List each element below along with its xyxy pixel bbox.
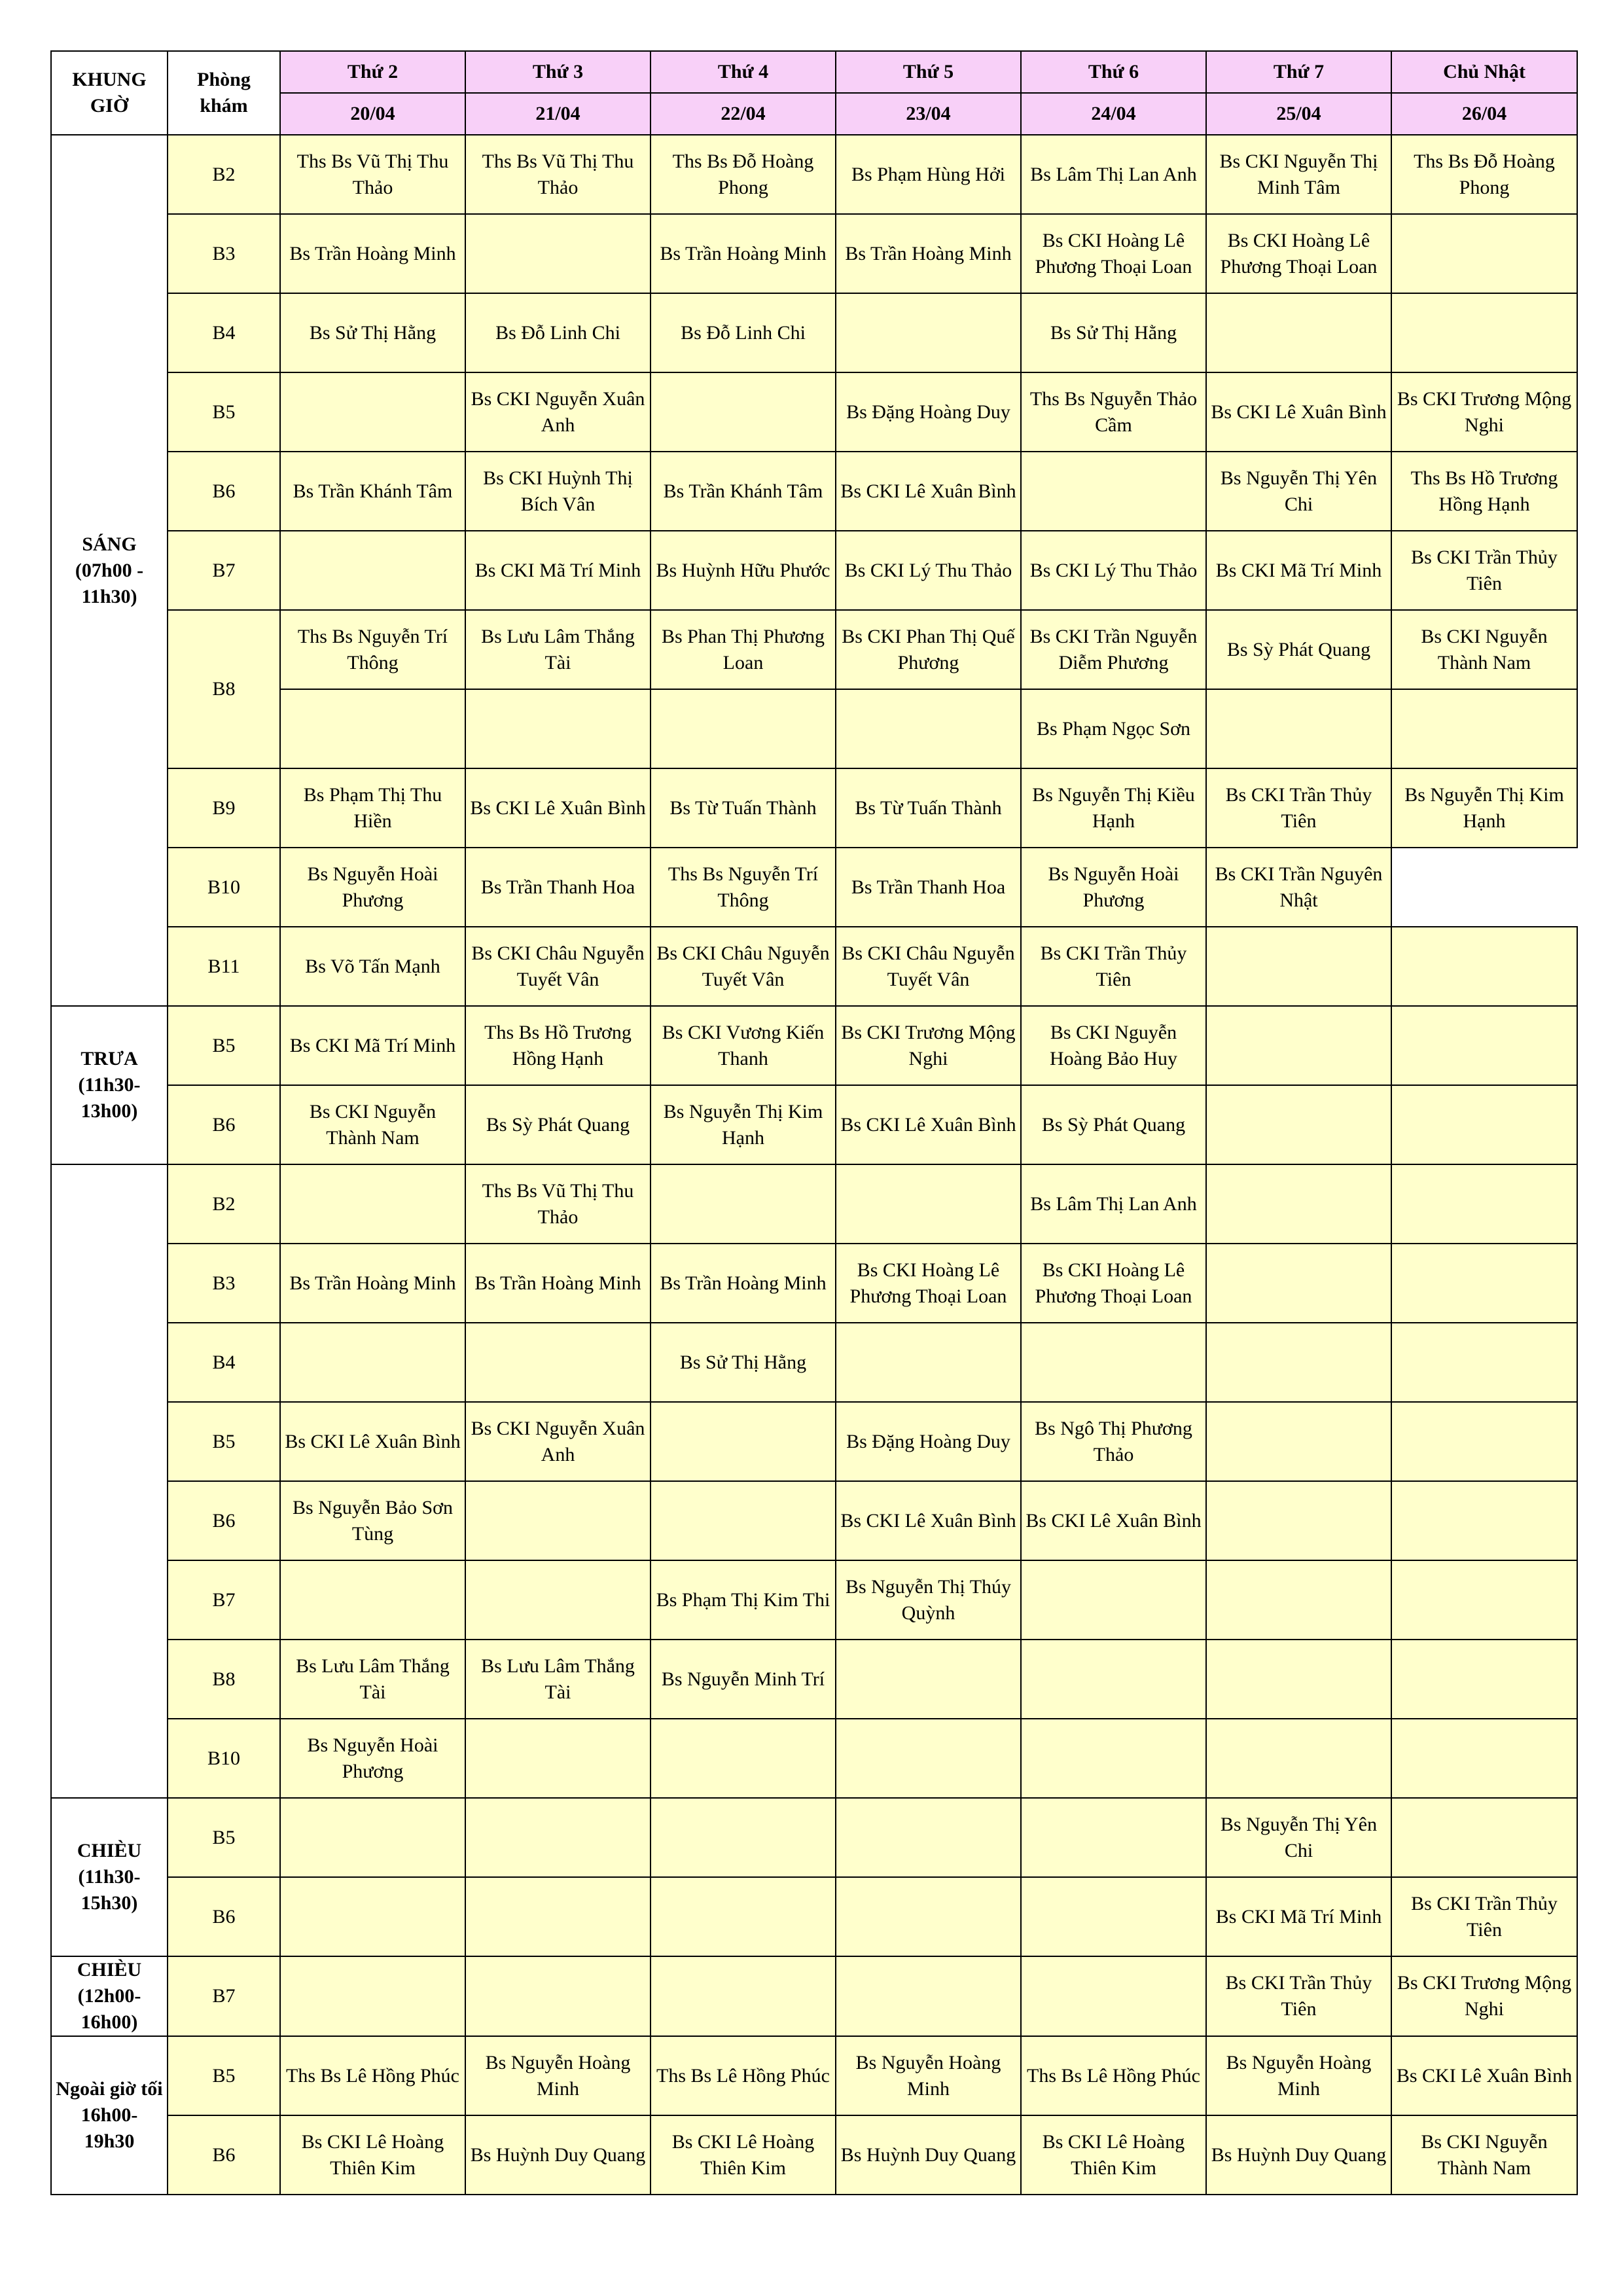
doctor-cell <box>1206 1085 1391 1164</box>
doctor-cell: Bs CKI Hoàng Lê Phương Thoại Loan <box>1021 1244 1206 1323</box>
doctor-cell: Bs Nguyễn Thị Thúy Quỳnh <box>836 1560 1021 1640</box>
doctor-cell <box>1391 927 1577 1006</box>
doctor-cell: Bs Trần Thanh Hoa <box>465 848 651 927</box>
doctor-cell: Ths Bs Lê Hồng Phúc <box>280 2036 465 2115</box>
day-date-header: 24/04 <box>1021 93 1206 135</box>
doctor-cell: Bs Sử Thị Hằng <box>651 1323 836 1402</box>
doctor-cell: Bs Đặng Hoàng Duy <box>836 372 1021 452</box>
table-row <box>51 1560 1577 1640</box>
day-date-header: 25/04 <box>1206 93 1391 135</box>
doctor-cell: Ths Bs Hồ Trương Hồng Hạnh <box>1391 452 1577 531</box>
room-label: B6 <box>168 1877 280 1956</box>
doctor-cell: Ths Bs Lê Hồng Phúc <box>1021 2036 1206 2115</box>
doctor-cell <box>651 1719 836 1798</box>
doctor-cell: Bs CKI Châu Nguyễn Tuyết Vân <box>465 927 651 1006</box>
doctor-cell <box>836 293 1021 372</box>
doctor-cell <box>1206 1560 1391 1640</box>
doctor-cell <box>280 1956 465 2036</box>
doctor-cell <box>1021 452 1206 531</box>
table-row <box>51 610 1577 689</box>
doctor-cell: Bs CKI Lê Hoàng Thiên Kim <box>1021 2115 1206 2195</box>
doctor-cell: Bs CKI Lê Xuân Bình <box>1391 2036 1577 2115</box>
doctor-cell: Bs CKI Nguyễn Xuân Anh <box>465 1402 651 1481</box>
doctor-cell <box>1206 689 1391 768</box>
time-slot-label: Ngoài giờ tối 16h00- 19h30 <box>51 2036 168 2195</box>
doctor-cell <box>836 1719 1021 1798</box>
doctor-cell: Bs Sỳ Phát Quang <box>465 1085 651 1164</box>
table-row <box>51 531 1577 610</box>
doctor-cell: Bs CKI Mã Trí Minh <box>465 531 651 610</box>
doctor-cell: Bs CKI Phan Thị Quế Phương <box>836 610 1021 689</box>
doctor-cell: Bs CKI Nguyễn Hoàng Bảo Huy <box>1021 1006 1206 1085</box>
doctor-cell <box>1391 1481 1577 1560</box>
doctor-cell <box>1206 293 1391 372</box>
time-slot-label: TRƯA (11h30- 13h00) <box>51 1006 168 1164</box>
doctor-cell: Bs CKI Trương Mộng Nghi <box>1391 1956 1577 2036</box>
doctor-cell <box>1391 848 1577 927</box>
doctor-cell: Ths Bs Lê Hồng Phúc <box>651 2036 836 2115</box>
doctor-cell <box>1391 689 1577 768</box>
table-row <box>51 1085 1577 1164</box>
doctor-cell: Bs CKI Lê Xuân Bình <box>465 768 651 848</box>
doctor-cell: Bs CKI Trương Mộng Nghi <box>1391 372 1577 452</box>
doctor-cell: Bs Huỳnh Hữu Phước <box>651 531 836 610</box>
room-label: B10 <box>168 1719 280 1798</box>
day-date-header: 22/04 <box>651 93 836 135</box>
room-label: B6 <box>168 2115 280 2195</box>
table-row <box>51 1402 1577 1481</box>
doctor-cell: Bs Nguyễn Hoàng Minh <box>836 2036 1021 2115</box>
room-label: B3 <box>168 1244 280 1323</box>
doctor-cell <box>1206 1323 1391 1402</box>
doctor-cell: Bs CKI Lê Xuân Bình <box>1206 372 1391 452</box>
doctor-cell <box>280 531 465 610</box>
room-label: B7 <box>168 531 280 610</box>
doctor-cell: Ths Bs Vũ Thị Thu Thảo <box>465 1164 651 1244</box>
room-label: B5 <box>168 2036 280 2115</box>
doctor-cell <box>1021 1719 1206 1798</box>
room-label: B3 <box>168 214 280 293</box>
doctor-cell: Bs CKI Nguyễn Thành Nam <box>280 1085 465 1164</box>
room-label: B4 <box>168 1323 280 1402</box>
table-row <box>51 689 1577 768</box>
day-date-header: 21/04 <box>465 93 651 135</box>
room-label: B9 <box>168 768 280 848</box>
doctor-cell: Bs CKI Nguyễn Thành Nam <box>1391 610 1577 689</box>
doctor-cell: Bs Nguyễn Hoài Phương <box>280 1719 465 1798</box>
day-name-header: Thứ 6 <box>1021 51 1206 93</box>
doctor-cell <box>1021 1956 1206 2036</box>
doctor-cell: Bs CKI Trần Nguyên Nhật <box>1206 848 1391 927</box>
doctor-cell: Bs Nguyễn Hoàng Minh <box>1206 2036 1391 2115</box>
doctor-cell: Bs Lưu Lâm Thắng Tài <box>465 1640 651 1719</box>
room-label: B2 <box>168 135 280 214</box>
doctor-cell: Bs Huỳnh Duy Quang <box>1206 2115 1391 2195</box>
doctor-cell: Bs Phạm Hùng Hởi <box>836 135 1021 214</box>
schedule-body <box>51 135 1577 2195</box>
doctor-cell: Bs CKI Trần Thủy Tiên <box>1021 927 1206 1006</box>
doctor-cell <box>1206 1006 1391 1085</box>
doctor-cell: Bs Sử Thị Hằng <box>1021 293 1206 372</box>
room-label: B5 <box>168 1402 280 1481</box>
doctor-cell: Bs Sỳ Phát Quang <box>1206 610 1391 689</box>
time-slot-label: CHIÈU (12h00- 16h00) <box>51 1956 168 2036</box>
doctor-cell: Bs Đỗ Linh Chi <box>465 293 651 372</box>
doctor-cell <box>465 214 651 293</box>
doctor-cell <box>651 1402 836 1481</box>
doctor-cell <box>280 1798 465 1877</box>
day-name-header: Thứ 5 <box>836 51 1021 93</box>
doctor-cell <box>1391 1560 1577 1640</box>
doctor-cell: Bs CKI Trương Mộng Nghi <box>836 1006 1021 1085</box>
doctor-cell: Bs Phạm Thị Kim Thi <box>651 1560 836 1640</box>
doctor-cell <box>465 1719 651 1798</box>
doctor-cell <box>836 1798 1021 1877</box>
room-label: B5 <box>168 1798 280 1877</box>
doctor-cell: Bs CKI Vương Kiến Thanh <box>651 1006 836 1085</box>
doctor-cell: Bs CKI Hoàng Lê Phương Thoại Loan <box>1021 214 1206 293</box>
doctor-cell <box>1391 1085 1577 1164</box>
doctor-cell: Bs CKI Mã Trí Minh <box>1206 1877 1391 1956</box>
doctor-cell: Ths Bs Đỗ Hoàng Phong <box>651 135 836 214</box>
table-row <box>51 2036 1577 2115</box>
doctor-cell: Bs CKI Trần Thủy Tiên <box>1206 768 1391 848</box>
doctor-cell <box>836 1956 1021 2036</box>
doctor-cell <box>1391 214 1577 293</box>
table-row <box>51 1164 1577 1244</box>
doctor-cell: Bs Nguyễn Thị Yên Chi <box>1206 452 1391 531</box>
room-label: B8 <box>168 1640 280 1719</box>
table-row <box>51 1323 1577 1402</box>
doctor-cell: Ths Bs Hồ Trương Hồng Hạnh <box>465 1006 651 1085</box>
table-row <box>51 135 1577 214</box>
table-row <box>51 768 1577 848</box>
doctor-cell: Bs Từ Tuấn Thành <box>651 768 836 848</box>
room-label: B2 <box>168 1164 280 1244</box>
time-slot-label: SÁNG (07h00 - 11h30) <box>51 135 168 1006</box>
room-label: B5 <box>168 372 280 452</box>
doctor-cell: Bs Nguyễn Thị Kim Hạnh <box>651 1085 836 1164</box>
doctor-cell <box>651 1877 836 1956</box>
day-date-header: 23/04 <box>836 93 1021 135</box>
room-label: B4 <box>168 293 280 372</box>
doctor-cell: Bs Trần Hoàng Minh <box>280 214 465 293</box>
doctor-cell: Bs Nguyễn Thị Kiều Hạnh <box>1021 768 1206 848</box>
table-row <box>51 1877 1577 1956</box>
doctor-cell <box>836 1640 1021 1719</box>
doctor-cell: Bs CKI Lê Xuân Bình <box>836 452 1021 531</box>
doctor-schedule-table <box>50 50 1578 2195</box>
doctor-cell: Bs Huỳnh Duy Quang <box>836 2115 1021 2195</box>
doctor-cell <box>836 689 1021 768</box>
day-date-header: 20/04 <box>280 93 465 135</box>
doctor-cell: Bs Nguyễn Hoài Phương <box>1021 848 1206 927</box>
doctor-cell <box>836 1877 1021 1956</box>
doctor-cell <box>280 1560 465 1640</box>
doctor-cell: Bs Sỳ Phát Quang <box>1021 1085 1206 1164</box>
doctor-cell: Bs Trần Khánh Tâm <box>651 452 836 531</box>
doctor-cell <box>280 372 465 452</box>
slot-header: KHUNG GIỜ <box>51 51 168 135</box>
doctor-cell <box>1021 1798 1206 1877</box>
room-label: B6 <box>168 1481 280 1560</box>
doctor-cell: Bs CKI Lê Xuân Bình <box>836 1085 1021 1164</box>
day-name-header: Chủ Nhật <box>1391 51 1577 93</box>
doctor-cell <box>651 1481 836 1560</box>
doctor-cell: Bs CKI Huỳnh Thị Bích Vân <box>465 452 651 531</box>
doctor-cell: Bs CKI Mã Trí Minh <box>280 1006 465 1085</box>
doctor-cell <box>465 1323 651 1402</box>
doctor-cell <box>465 1956 651 2036</box>
doctor-cell: Bs CKI Mã Trí Minh <box>1206 531 1391 610</box>
doctor-cell: Bs Lâm Thị Lan Anh <box>1021 135 1206 214</box>
day-name-header: Thứ 7 <box>1206 51 1391 93</box>
doctor-cell <box>1391 293 1577 372</box>
doctor-cell <box>1206 1402 1391 1481</box>
doctor-cell: Ths Bs Nguyễn Thảo Cầm <box>1021 372 1206 452</box>
doctor-cell: Bs CKI Lê Xuân Bình <box>1021 1481 1206 1560</box>
doctor-cell <box>465 689 651 768</box>
doctor-cell <box>1206 1164 1391 1244</box>
doctor-cell: Bs CKI Nguyễn Thị Minh Tâm <box>1206 135 1391 214</box>
table-row <box>51 1244 1577 1323</box>
time-slot-label: CHIÈU (11h30- 15h30) <box>51 1798 168 1956</box>
room-label: B11 <box>168 927 280 1006</box>
table-row <box>51 1006 1577 1085</box>
doctor-cell: Bs CKI Châu Nguyễn Tuyết Vân <box>651 927 836 1006</box>
doctor-cell: Bs Trần Hoàng Minh <box>651 1244 836 1323</box>
doctor-cell <box>1206 1481 1391 1560</box>
table-row <box>51 1481 1577 1560</box>
doctor-cell <box>651 1164 836 1244</box>
doctor-cell: Bs CKI Nguyễn Xuân Anh <box>465 372 651 452</box>
doctor-cell: Bs CKI Lê Hoàng Thiên Kim <box>651 2115 836 2195</box>
doctor-cell <box>1021 1640 1206 1719</box>
doctor-cell <box>1021 1877 1206 1956</box>
doctor-cell <box>280 1877 465 1956</box>
doctor-cell <box>836 1323 1021 1402</box>
doctor-cell: Bs Trần Hoàng Minh <box>836 214 1021 293</box>
doctor-cell <box>651 372 836 452</box>
schedule-sheet <box>50 50 1578 2195</box>
day-date-header: 26/04 <box>1391 93 1577 135</box>
doctor-cell <box>1206 1719 1391 1798</box>
doctor-cell: Ths Bs Vũ Thị Thu Thảo <box>280 135 465 214</box>
doctor-cell: Bs CKI Lê Hoàng Thiên Kim <box>280 2115 465 2195</box>
doctor-cell: Bs CKI Trần Nguyễn Diễm Phương <box>1021 610 1206 689</box>
table-row <box>51 1640 1577 1719</box>
table-row <box>51 1798 1577 1877</box>
day-name-header: Thứ 4 <box>651 51 836 93</box>
doctor-cell <box>280 689 465 768</box>
doctor-cell: Bs Nguyễn Thị Yên Chi <box>1206 1798 1391 1877</box>
table-row <box>51 1719 1577 1798</box>
doctor-cell <box>1391 1640 1577 1719</box>
table-row <box>51 372 1577 452</box>
doctor-cell <box>836 1164 1021 1244</box>
doctor-cell <box>465 1798 651 1877</box>
doctor-cell: Bs Phạm Ngọc Sơn <box>1021 689 1206 768</box>
day-name-header: Thứ 2 <box>280 51 465 93</box>
doctor-cell <box>1391 1798 1577 1877</box>
doctor-cell: Bs CKI Trần Thủy Tiên <box>1391 531 1577 610</box>
room-label: B8 <box>168 610 280 768</box>
doctor-cell: Bs Nguyễn Hoàng Minh <box>465 2036 651 2115</box>
doctor-cell: Bs CKI Lý Thu Thảo <box>1021 531 1206 610</box>
doctor-cell <box>1391 1006 1577 1085</box>
doctor-cell <box>1206 927 1391 1006</box>
doctor-cell: Bs Huỳnh Duy Quang <box>465 2115 651 2195</box>
doctor-cell: Bs Lưu Lâm Thắng Tài <box>280 1640 465 1719</box>
doctor-cell: Bs Nguyễn Bảo Sơn Tùng <box>280 1481 465 1560</box>
table-row <box>51 452 1577 531</box>
doctor-cell: Bs Trần Hoàng Minh <box>651 214 836 293</box>
doctor-cell <box>280 1323 465 1402</box>
doctor-cell: Bs Trần Hoàng Minh <box>280 1244 465 1323</box>
room-label: B6 <box>168 1085 280 1164</box>
doctor-cell: Ths Bs Nguyễn Trí Thông <box>651 848 836 927</box>
doctor-cell: Bs Sử Thị Hằng <box>280 293 465 372</box>
doctor-cell: Bs Trần Thanh Hoa <box>836 848 1021 927</box>
doctor-cell: Bs Võ Tấn Mạnh <box>280 927 465 1006</box>
doctor-cell: Bs Đỗ Linh Chi <box>651 293 836 372</box>
doctor-cell: Bs CKI Lê Xuân Bình <box>836 1481 1021 1560</box>
doctor-cell: Bs Trần Hoàng Minh <box>465 1244 651 1323</box>
doctor-cell: Bs CKI Lý Thu Thảo <box>836 531 1021 610</box>
table-row <box>51 214 1577 293</box>
table-row <box>51 293 1577 372</box>
doctor-cell: Bs Nguyễn Hoài Phương <box>280 848 465 927</box>
doctor-cell <box>465 1560 651 1640</box>
doctor-cell: Ths Bs Nguyễn Trí Thông <box>280 610 465 689</box>
room-label: B5 <box>168 1006 280 1085</box>
doctor-cell: Ths Bs Vũ Thị Thu Thảo <box>465 135 651 214</box>
table-row <box>51 848 1577 927</box>
doctor-cell <box>1391 1244 1577 1323</box>
table-row <box>51 2115 1577 2195</box>
doctor-cell: Bs CKI Trần Thủy Tiên <box>1391 1877 1577 1956</box>
doctor-cell <box>1021 1560 1206 1640</box>
doctor-cell: Bs CKI Châu Nguyễn Tuyết Vân <box>836 927 1021 1006</box>
doctor-cell: Bs CKI Lê Xuân Bình <box>280 1402 465 1481</box>
doctor-cell <box>1206 1244 1391 1323</box>
doctor-cell: Bs Lưu Lâm Thắng Tài <box>465 610 651 689</box>
doctor-cell: Ths Bs Đỗ Hoàng Phong <box>1391 135 1577 214</box>
room-label: B7 <box>168 1560 280 1640</box>
doctor-cell: Bs Đặng Hoàng Duy <box>836 1402 1021 1481</box>
doctor-cell <box>651 1956 836 2036</box>
doctor-cell <box>465 1877 651 1956</box>
doctor-cell: Bs CKI Hoàng Lê Phương Thoại Loan <box>836 1244 1021 1323</box>
doctor-cell: Bs Trần Khánh Tâm <box>280 452 465 531</box>
room-label: B7 <box>168 1956 280 2036</box>
doctor-cell <box>1391 1164 1577 1244</box>
doctor-cell <box>651 1798 836 1877</box>
doctor-cell <box>1391 1323 1577 1402</box>
doctor-cell: Bs CKI Nguyễn Thành Nam <box>1391 2115 1577 2195</box>
table-row <box>51 927 1577 1006</box>
doctor-cell: Bs Nguyễn Minh Trí <box>651 1640 836 1719</box>
doctor-cell: Bs Từ Tuấn Thành <box>836 768 1021 848</box>
day-name-header: Thứ 3 <box>465 51 651 93</box>
doctor-cell <box>1391 1719 1577 1798</box>
doctor-cell: Bs Ngô Thị Phương Thảo <box>1021 1402 1206 1481</box>
doctor-cell <box>1206 1640 1391 1719</box>
doctor-cell <box>280 1164 465 1244</box>
doctor-cell <box>651 689 836 768</box>
room-label: B6 <box>168 452 280 531</box>
doctor-cell <box>1391 1402 1577 1481</box>
doctor-cell <box>1021 1323 1206 1402</box>
doctor-cell: Bs CKI Hoàng Lê Phương Thoại Loan <box>1206 214 1391 293</box>
doctor-cell: Bs Phạm Thị Thu Hiền <box>280 768 465 848</box>
doctor-cell: Bs Lâm Thị Lan Anh <box>1021 1164 1206 1244</box>
room-label: B10 <box>168 848 280 927</box>
doctor-cell <box>465 1481 651 1560</box>
doctor-cell: Bs Nguyễn Thị Kim Hạnh <box>1391 768 1577 848</box>
doctor-cell: Bs Phan Thị Phương Loan <box>651 610 836 689</box>
room-header: Phòng khám <box>168 51 280 135</box>
table-row <box>51 1956 1577 2036</box>
time-slot-label <box>51 1164 168 1798</box>
doctor-cell: Bs CKI Trần Thủy Tiên <box>1206 1956 1391 2036</box>
